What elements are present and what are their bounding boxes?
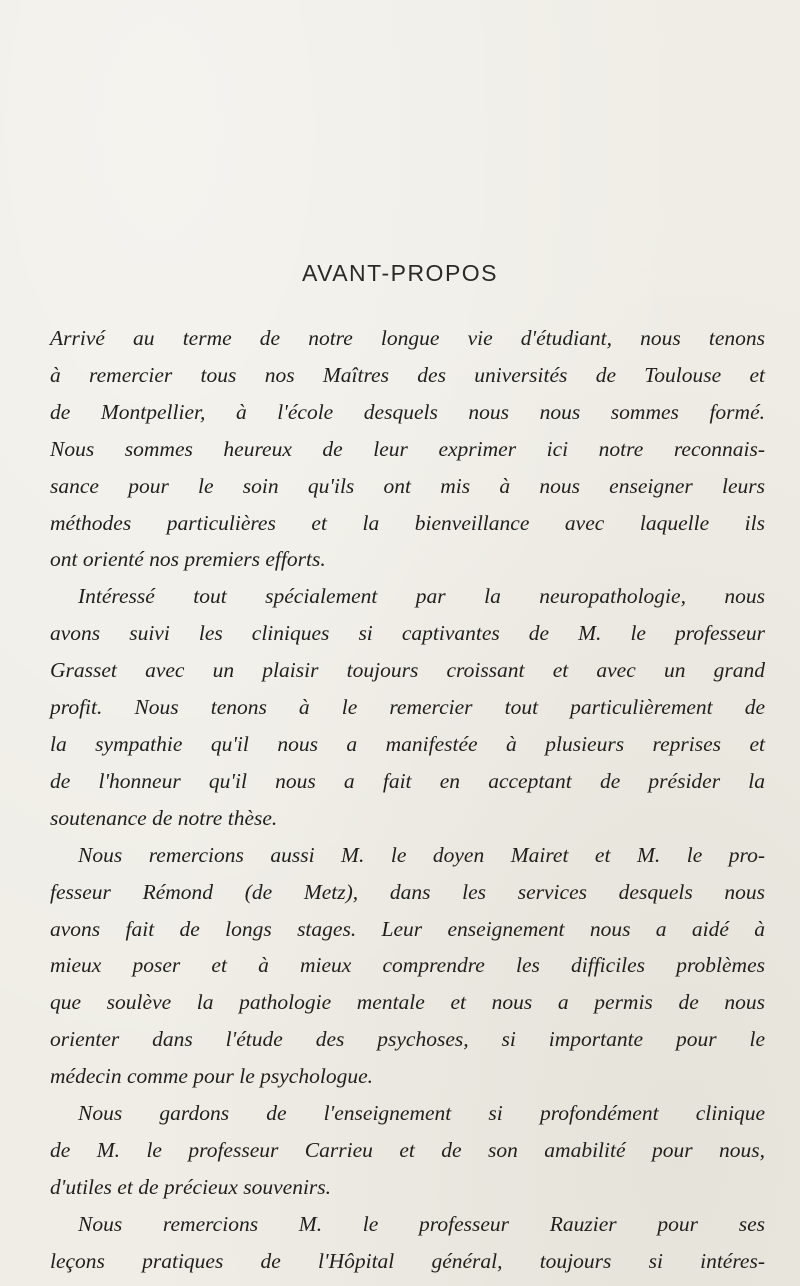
text-line: avons fait de longs stages. Leur enseignement nous a aidé à bbox=[50, 916, 765, 941]
text-line: sance pour le soin qu'ils ont mis à nous enseigner leurs bbox=[50, 473, 765, 498]
text-line: Nous remercions aussi M. le doyen Mairet et M. le pro- bbox=[78, 842, 765, 867]
text-line: soutenance de notre thèse. bbox=[50, 805, 278, 830]
text-line: d'utiles et de précieux souvenirs. bbox=[50, 1174, 332, 1199]
text-line: de Montpellier, à l'école desquels nous nous sommes formé. bbox=[50, 399, 765, 424]
text-line: médecin comme pour le psychologue. bbox=[50, 1064, 373, 1089]
text-line: avons suivi les cliniques si captivantes de M. le professeur bbox=[50, 621, 765, 646]
text-line: la sympathie qu'il nous a manifestée à plusieurs reprises et bbox=[50, 731, 765, 756]
text-line: Nous remercions M. le professeur Rauzier pour ses bbox=[78, 1211, 765, 1236]
text-line: leçons pratiques de l'Hôpital général, toujours si intéres- bbox=[50, 1248, 765, 1273]
page-heading: AVANT-PROPOS bbox=[301, 260, 499, 286]
text-line: fesseur Rémond (de Metz), dans les services desquels nous bbox=[50, 879, 765, 904]
text-line: orienter dans l'étude des psychoses, si importante pour le bbox=[50, 1027, 765, 1052]
text-line: que soulève la pathologie mentale et nous a permis de nous bbox=[50, 990, 765, 1015]
text-line: mieux poser et à mieux comprendre les difficiles problèmes bbox=[50, 953, 765, 978]
text-line: de M. le professeur Carrieu et de son amabilité pour nous, bbox=[50, 1137, 765, 1162]
text-line: Arrivé au terme de notre longue vie d'étudiant, nous tenons bbox=[50, 326, 765, 350]
text-line: de l'honneur qu'il nous a fait en acceptant de présider la bbox=[50, 768, 765, 793]
text-line: Nous sommes heureux de leur exprimer ici notre reconnais- bbox=[50, 436, 765, 461]
text-line: à remercier tous nos Maîtres des universités de Toulouse et bbox=[50, 362, 765, 387]
text-line: ont orienté nos premiers efforts. bbox=[50, 547, 326, 572]
text-line: Intéressé tout spécialement par la neuropathologie, nous bbox=[78, 584, 765, 609]
text-line: profit. Nous tenons à le remercier tout particulièrement de bbox=[50, 695, 765, 720]
foreword-text bbox=[50, 320, 765, 1280]
text-line: Grasset avec un plaisir toujours croissant et avec un grand bbox=[50, 658, 765, 683]
text-line: Nous gardons de l'enseignement si profondément clinique bbox=[78, 1101, 765, 1126]
text-line: méthodes particulières et la bienveillance avec laquelle ils bbox=[50, 510, 765, 535]
